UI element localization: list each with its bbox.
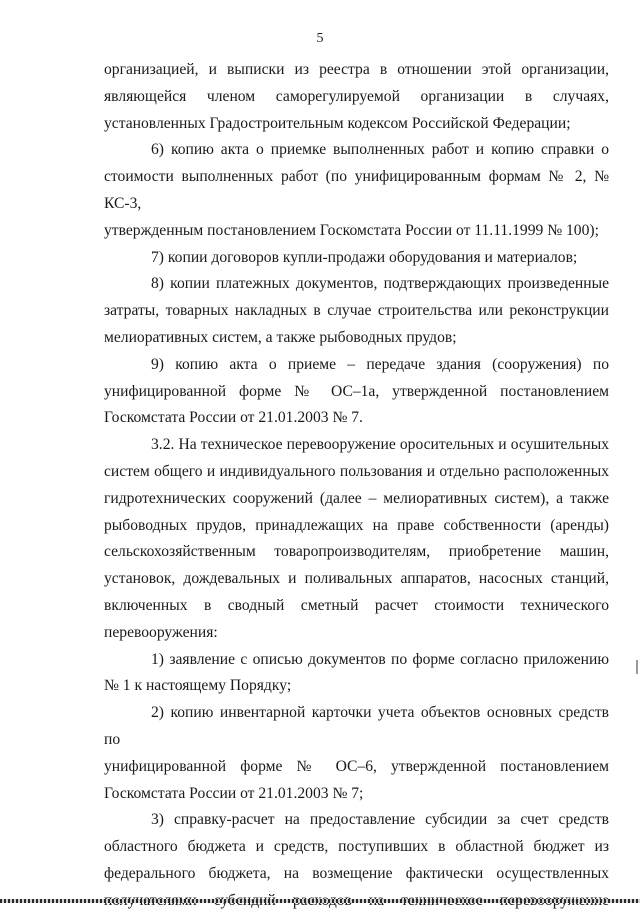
text-line: 1) заявление с описью документов по форме согласно приложению: [151, 650, 609, 668]
text-line: областного бюджета и средств, поступивших в областной бюджет из: [104, 838, 609, 856]
text-line: 7) копии договоров купли-продажи оборудования и материалов;: [151, 248, 578, 266]
text-line: систем общего и индивидуального пользования и отдельно расположенных: [104, 462, 609, 480]
text-line: включенных в сводный сметный расчет стоимости технического: [104, 596, 609, 614]
text-line: 8) копии платежных документов, подтверждающих произведенные: [151, 275, 609, 293]
text-line: № 1 к настоящему Порядку;: [104, 677, 292, 695]
text-line: стоимости выполненных работ (по унифицированным формам № 2, № КС-3,: [104, 168, 609, 212]
paragraph-item-9: [104, 352, 609, 432]
paragraph-item-6: [104, 137, 609, 244]
text-line: установок, дождевальных и поливальных аппаратов, насосных станций,: [104, 570, 609, 588]
text-line: установленных Градостроительным кодексом Российской Федерации;: [104, 114, 571, 132]
paragraph-section-3-2: [104, 432, 609, 646]
text-line: сельскохозяйственным товаропроизводителям, приобретение машин,: [104, 543, 609, 561]
text-line: 9) копию акта о приеме – передаче здания (сооружения) по: [151, 355, 609, 373]
text-line: рыбоводных прудов, принадлежащих на праве собственности (аренды): [104, 516, 609, 534]
page-bottom-edge: [0, 899, 640, 903]
paragraph-item-7: [104, 245, 609, 272]
text-line: 6) копию акта о приемке выполненных работ и копию справки о: [151, 141, 609, 159]
page-number: 5: [316, 31, 324, 46]
text-line: Госкомстата России от 21.01.2003 № 7.: [104, 409, 363, 427]
paragraph-item-8: [104, 271, 609, 351]
document-body: [104, 57, 609, 915]
text-line: утвержденным постановлением Госкомстата России от 11.11.1999 № 100);: [104, 221, 599, 239]
text-line: унифицированной форме № ОС–6, утвержденной постановлением: [104, 757, 609, 775]
text-line: перевооружения:: [104, 623, 218, 641]
text-line: унифицированной форме № ОС–1а, утвержденной постановлением: [104, 382, 609, 400]
text-line: 3.2. На техническое перевооружение оросительных и осушительных: [151, 436, 609, 454]
text-line: 2) копию инвентарной карточки учета объектов основных средств по: [104, 704, 609, 748]
text-line: затраты, товарных накладных в случае строительства или реконструкции: [104, 302, 609, 320]
paragraph-item-1: [104, 647, 609, 701]
text-line: 3) справку-расчет на предоставление субсидии за счет средств: [151, 811, 609, 829]
paragraph-continuation: [104, 57, 609, 137]
text-line: мелиоративных систем, а также рыбоводных прудов;: [104, 328, 457, 346]
text-line: являющейся членом саморегулируемой организации в случаях,: [104, 87, 609, 105]
text-line: гидротехнических сооружений (далее – мелиоративных систем), а также: [104, 489, 609, 507]
scan-edge-mark: [636, 660, 638, 674]
paragraph-item-2: [104, 700, 609, 807]
text-line: организацией, и выписки из реестра в отношении этой организации,: [104, 61, 609, 78]
text-line: Госкомстата России от 21.01.2003 № 7;: [104, 784, 364, 802]
text-line: федерального бюджета, на возмещение фактически осуществленных: [104, 864, 609, 882]
